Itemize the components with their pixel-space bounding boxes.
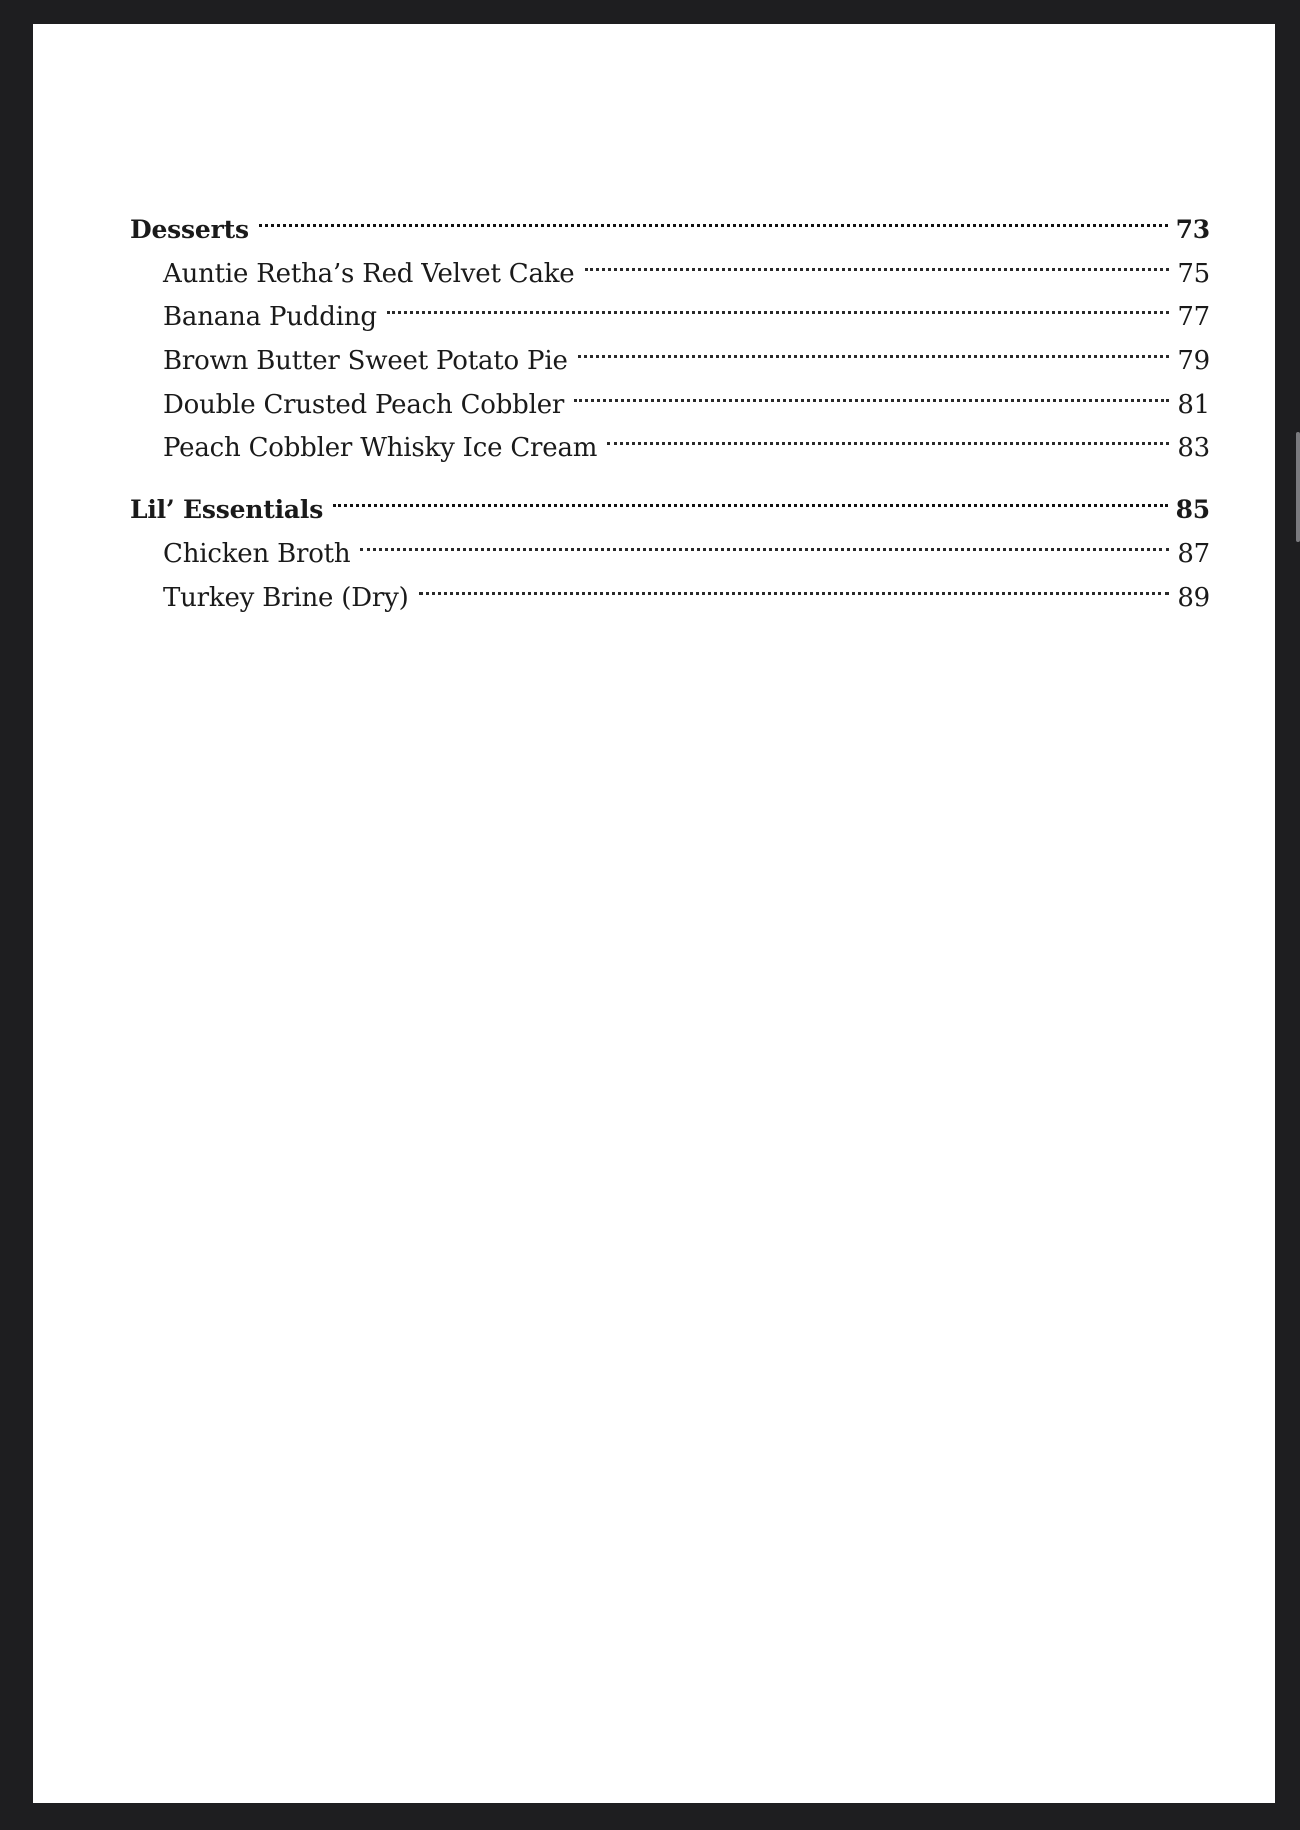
dot-leader bbox=[574, 369, 1169, 413]
toc-entry-title: Double Crusted Peach Cobbler bbox=[163, 389, 565, 420]
toc-heading-desserts[interactable] bbox=[130, 196, 1210, 244]
toc-heading-page: 73 bbox=[1175, 215, 1210, 244]
toc-entry-page: 89 bbox=[1177, 582, 1210, 613]
dot-leader bbox=[333, 476, 1168, 518]
toc-entry-page: 79 bbox=[1177, 346, 1210, 377]
toc-entry-page: 77 bbox=[1177, 302, 1210, 333]
dot-leader bbox=[585, 238, 1170, 282]
toc-entry-title: Auntie Retha’s Red Velvet Cake bbox=[163, 258, 575, 289]
scrollbar-thumb[interactable] bbox=[1296, 432, 1300, 542]
toc-entry-title: Banana Pudding bbox=[163, 302, 377, 333]
dot-leader bbox=[360, 518, 1169, 562]
toc-section-lil-essentials bbox=[130, 476, 1210, 613]
toc-heading-page: 85 bbox=[1175, 495, 1210, 525]
document-page bbox=[33, 24, 1275, 1803]
toc-entry[interactable] bbox=[130, 238, 1210, 289]
toc-entry-page: 81 bbox=[1177, 389, 1210, 420]
toc-entry-page: 83 bbox=[1177, 433, 1210, 464]
dot-leader bbox=[419, 562, 1170, 606]
toc-heading-title: Lil’ Essentials bbox=[130, 495, 324, 525]
dot-leader bbox=[607, 413, 1169, 457]
toc-heading-title: Desserts bbox=[130, 215, 249, 244]
toc-entry-title: Brown Butter Sweet Potato Pie bbox=[163, 346, 568, 377]
dot-leader bbox=[259, 196, 1168, 238]
dot-leader bbox=[387, 282, 1170, 326]
table-of-contents bbox=[130, 196, 1210, 626]
toc-entry-page: 75 bbox=[1177, 258, 1210, 289]
toc-entry-title: Turkey Brine (Dry) bbox=[163, 582, 409, 613]
toc-entry-title: Peach Cobbler Whisky Ice Cream bbox=[163, 433, 598, 464]
toc-heading-lil-essentials[interactable] bbox=[130, 476, 1210, 525]
toc-entry-page: 87 bbox=[1177, 539, 1210, 570]
dot-leader bbox=[578, 325, 1170, 369]
toc-section-desserts bbox=[130, 196, 1210, 464]
toc-entry-title: Chicken Broth bbox=[163, 539, 351, 570]
